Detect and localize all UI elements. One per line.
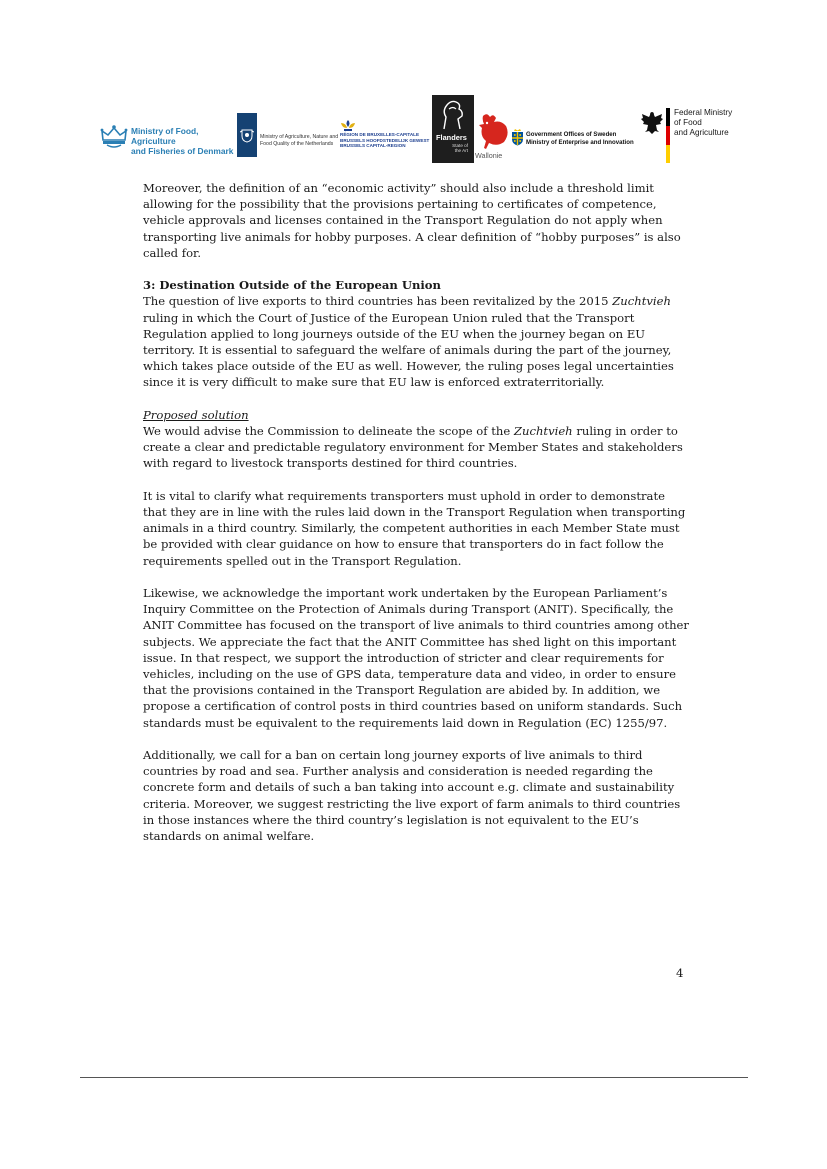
flanders-tagline: State of the Art <box>452 143 468 153</box>
proposed-solution-heading: Proposed solution <box>143 407 249 422</box>
flag-black-band <box>666 108 670 126</box>
paragraph-text: We would advise the Commission to delineate the scope of the <box>143 424 514 439</box>
sweden-government-logo <box>511 128 651 150</box>
paragraph-text: The question of live exports to third countries has been revitalized by the 2015 <box>143 294 613 309</box>
section-heading: 3: Destination Outside of the European Union <box>143 278 441 293</box>
ruling-name: Zuchtvieh <box>513 424 573 439</box>
denmark-ministry-name: Ministry of Food, Agriculture and Fisheries of Denmark <box>131 126 234 156</box>
coat-of-arms-icon <box>240 127 254 143</box>
logo-header <box>0 0 827 170</box>
netherlands-ministry-name: Ministry of Agriculture, Nature and Food Quality of the Netherlands <box>260 134 339 147</box>
flag-red-band <box>666 126 670 144</box>
flanders-name: Flanders <box>436 133 467 142</box>
flag-gold-band <box>666 145 670 163</box>
germany-ministry-logo <box>640 108 740 164</box>
german-flag-stripe <box>666 108 670 163</box>
iris-flower-icon <box>340 120 356 132</box>
document-body <box>143 180 689 844</box>
brussels-region-name: RÉGION DE BRUXELLES-CAPITALE BRUSSELS HOOFDSTEDELIJK GEWEST BRUSSELS CAPITAL-REGION <box>340 132 430 149</box>
paragraph-clarify-requirements: It is vital to clarify what requirements transporters must uphold in order to demonstrate that they are in line with the rules laid down in the Transport Regulation when transporting animals in a third country. Similarly, the competent authorities in each Member State must be provided with clear guidance on how to ensure that transporters do in fact follow the requirements spelled out in the Transport Regulation. <box>143 488 686 568</box>
netherlands-blue-bar <box>237 113 257 157</box>
paragraph-text: ruling in order to create a clear and predictable regulatory environment for Member States and stakeholders with regard to livestock transports destined for third countries. <box>143 424 683 471</box>
rooster-icon <box>477 112 511 150</box>
flanders-lion-icon <box>440 99 466 131</box>
sweden-government-name: Government Offices of Sweden Ministry of Enterprise and Innovation <box>526 131 634 146</box>
footer-divider <box>80 1077 748 1078</box>
wallonie-logo <box>474 112 514 162</box>
paragraph-advise-commission <box>143 423 689 472</box>
swedish-crest-icon <box>511 128 524 146</box>
paragraph-economic-activity: Moreover, the definition of an “economic activity” should also include a threshold limit allowing for the possibility that the provisions pertaining to certificates of competence, vehicle approvals and licenses contained in the Transport Regulation do not apply when transporting live animals for hobby purposes. A clear definition of “hobby purposes” is also called for. <box>143 181 681 260</box>
paragraph-text: ruling in which the Court of Justice of the European Union ruled that the Transport Regulation applied to long journeys outside of the EU when the journey began on EU territory. It is essential to safeguard the welfare of animals during the part of the journey, which takes place outside of the EU as well. However, the ruling poses legal uncertainties since it is very difficult to make sure that EU law is enforced extraterritorially. <box>143 310 674 390</box>
germany-ministry-name: Federal Ministry of Food and Agriculture <box>674 108 733 138</box>
paragraph-ban-proposal: Additionally, we call for a ban on certain long journey exports of live animals to third countries by road and sea. Further analysis and consideration is needed regarding the concrete form and details of such a ban taking into account e.g. climate and sustainability criteria. Moreover, we suggest restricting the live export of farm animals to third countries in those instances where the third country’s legislation is not equivalent to the EU’s standards on animal welfare. <box>143 748 681 844</box>
ruling-name: Zuchtvieh <box>612 294 671 309</box>
crown-icon <box>100 124 128 148</box>
paragraph-anit-committee: Likewise, we acknowledge the important work undertaken by the European Parliament’s Inquiry Committee on the Protection of Animals during Transport (ANIT). Specifically, the ANIT Committee has focused on the transport of live animals to third countries among other subjects. We appreciate the fact that the ANIT Committee has shed light on this important issue. In that respect, we support the introduction of stricter and clear requirements for vehicles, including on the use of GPS data, temperature data and video, in order to ensure that the provisions contained in the Transport Regulation are abided by. In addition, we propose a certification of control posts in third countries based on uniform standards. Such standards must be equivalent to the requirements laid down in Regulation (EC) 1255/97. <box>143 586 689 730</box>
flanders-logo <box>432 95 474 163</box>
federal-eagle-icon <box>640 110 664 136</box>
netherlands-ministry-logo <box>237 113 337 157</box>
denmark-ministry-logo <box>100 124 240 156</box>
paragraph-live-exports <box>143 293 689 390</box>
wallonie-name: Wallonie <box>475 151 503 160</box>
page-number: 4 <box>676 966 684 980</box>
brussels-region-logo <box>338 120 434 160</box>
